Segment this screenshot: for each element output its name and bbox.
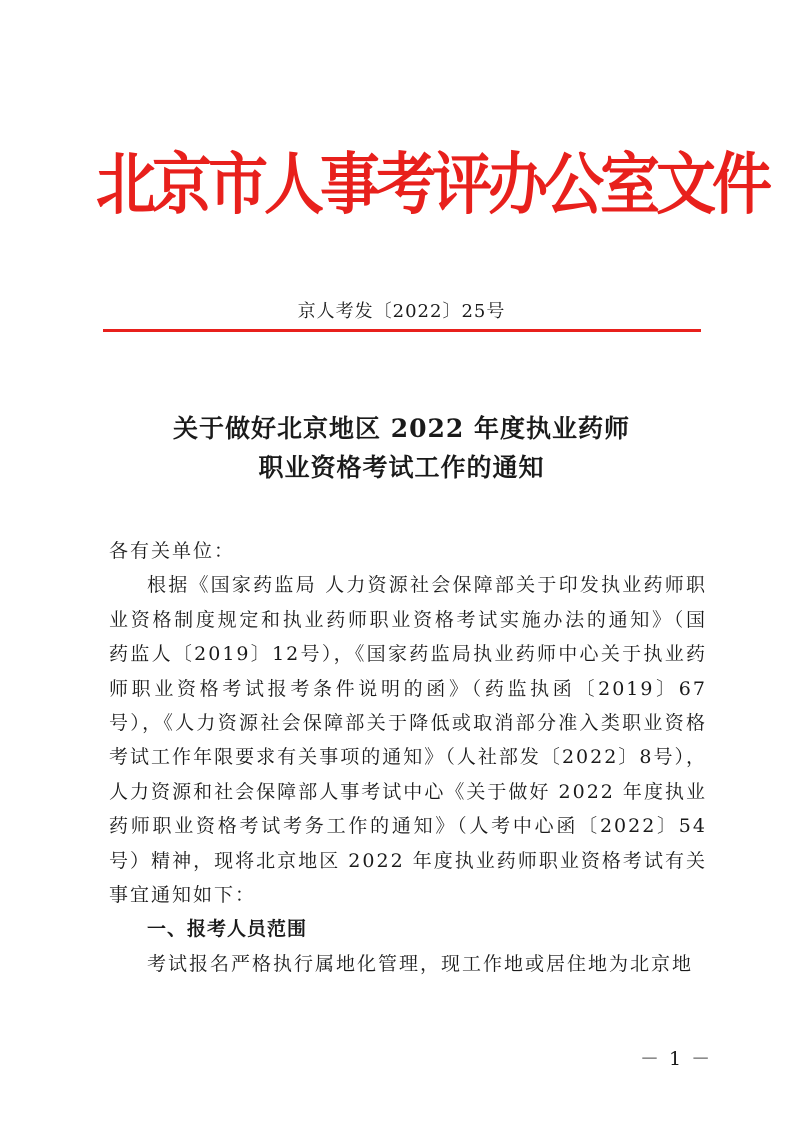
page-number: － 1 － <box>640 1048 713 1070</box>
issuer-masthead: 北京市人事考评办公室文件 <box>96 145 768 225</box>
document-title-line-2: 职业资格考试工作的通知 <box>258 453 545 482</box>
salutation: 各有关单位： <box>109 540 236 562</box>
red-divider-line <box>103 329 701 332</box>
document-body <box>109 534 707 981</box>
document-number: 京人考发〔2022〕25号 <box>297 301 506 322</box>
body-paragraph: 根据《国家药监局 人力资源社会保障部关于印发执业药师职业资格制度规定和执业药师职业资格考试实施办法的通知》（国药监人〔2019〕12号），《国家药监局执业药师中心关于执业药师职业资格考试报考条件说明的函》（药监执函〔2019〕67号），《人力资源社会保障部关于降低或取消部分准入类职业资格考试工作年限要求有关事项的通知》（人社部发〔2022〕8号），人力资源和社会保障部人事考试中心《关于做好 2022 年度执业药师职业资格考试考务工作的通知》（人考中心函〔2022〕54号）精神，现将北京地区 2022 年度执业药师职业资格考试有关事宜通知如下： <box>109 574 707 907</box>
document-title-line-1: 关于做好北京地区 2022 年度执业药师 <box>173 414 630 443</box>
section-heading: 一、报考人员范围 <box>147 918 308 941</box>
body-paragraph: 考试报名严格执行属地化管理，现工作地或居住地为北京地 <box>147 952 694 975</box>
